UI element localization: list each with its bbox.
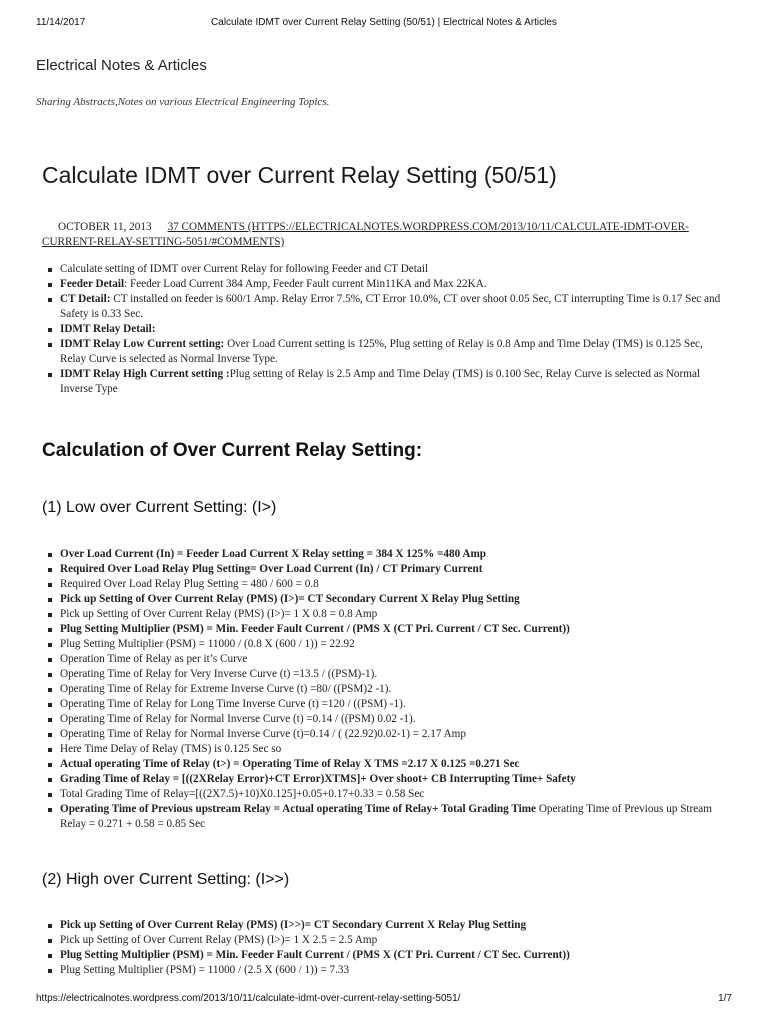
list-item bbox=[43, 802, 723, 832]
list-item bbox=[43, 337, 723, 367]
item-bold: Grading Time of Relay = [((2XRelay Error)+CT Error)XTMS]+ Over shoot+ CB Interrupting Time+ Safety bbox=[60, 773, 576, 785]
item-text: Operating Time of Relay for Very Inverse Curve (t) =13.5 / ((PSM)-1). bbox=[60, 668, 378, 680]
item-text: : Feeder Load Current 384 Amp, Feeder Fault current Min11KA and Max 22KA. bbox=[124, 278, 487, 290]
list-item bbox=[43, 933, 723, 948]
item-bold: Pick up Setting of Over Current Relay (PMS) (I>)= CT Secondary Current X Relay Plug Setting bbox=[60, 593, 520, 605]
post-title: Calculate IDMT over Current Relay Setting (50/51) bbox=[42, 162, 557, 188]
site-title[interactable]: Electrical Notes & Articles bbox=[36, 57, 207, 74]
section-heading: Calculation of Over Current Relay Setting: bbox=[42, 440, 423, 461]
item-text: Pick up Setting of Over Current Relay (PMS) (I>)= 1 X 2.5 = 2.5 Amp bbox=[60, 934, 378, 946]
list-item bbox=[43, 712, 723, 727]
list-item bbox=[43, 547, 723, 562]
item-bold: IDMT Relay High Current setting : bbox=[60, 368, 230, 380]
intro-list bbox=[43, 262, 723, 397]
item-bold: Over Load Current (In) = Feeder Load Current X Relay setting = 384 X 125% =480 Amp bbox=[60, 548, 486, 560]
list-item bbox=[43, 667, 723, 682]
item-bold: Operating Time of Previous upstream Relay = Actual operating Time of Relay+ Total Grading Time bbox=[60, 803, 537, 815]
item-text: Operating Time of Relay for Extreme Inverse Curve (t) =80/ ((PSM)2 -1). bbox=[60, 683, 392, 695]
list-item bbox=[43, 682, 723, 697]
list-item bbox=[43, 592, 723, 607]
item-text: Plug Setting Multiplier (PSM) = 11000 / (2.5 X (600 / 1)) = 7.33 bbox=[60, 964, 350, 976]
item-text: Over Load Current setting is 125%, Plug setting of Relay is 0.8 Amp and Time Delay (TMS) is 0.125 Sec, Relay Curve is selected as Normal Inverse Type. bbox=[60, 338, 703, 365]
list-item bbox=[43, 562, 723, 577]
print-url: https://electricalnotes.wordpress.com/2013/10/11/calculate-idmt-over-current-relay-setting-5051/ bbox=[36, 993, 461, 1004]
item-bold: Plug Setting Multiplier (PSM) = Min. Feeder Fault Current / (PMS X (CT Pri. Current / CT Sec. Current)) bbox=[60, 623, 570, 635]
item-text: Required Over Load Relay Plug Setting = 480 / 600 = 0.8 bbox=[60, 578, 319, 590]
item-bold: Actual operating Time of Relay (t>) = Operating Time of Relay X TMS =2.17 X 0.125 =0.271 Sec bbox=[60, 758, 520, 770]
item-text: Operating Time of Relay for Long Time Inverse Curve (t) =120 / ((PSM) -1). bbox=[60, 698, 406, 710]
list-item bbox=[43, 652, 723, 667]
print-date: 11/14/2017 bbox=[36, 17, 86, 28]
item-bold: CT Detail: bbox=[60, 293, 111, 305]
item-text: Total Grading Time of Relay=[((2X7.5)+10)X0.125]+0.05+0.17+0.33 = 0.58 Sec bbox=[60, 788, 425, 800]
item-text: CT installed on feeder is 600/1 Amp. Relay Error 7.5%, CT Error 10.0%, CT over shoot 0.05 Sec, CT interrupting Time is 0.17 Sec and Safety is 0.33 Sec. bbox=[60, 293, 721, 320]
item-bold: Required Over Load Relay Plug Setting= Over Load Current (In) / CT Primary Current bbox=[60, 563, 483, 575]
item-bold: Plug Setting Multiplier (PSM) = Min. Feeder Fault Current / (PMS X (CT Pri. Current / CT Sec. Current)) bbox=[60, 949, 570, 961]
list-item bbox=[43, 697, 723, 712]
print-page-title: Calculate IDMT over Current Relay Setting (50/51) | Electrical Notes & Articles bbox=[211, 17, 557, 28]
item-text: Plug setting of Relay is 2.5 Amp and Time Delay (TMS) is 0.100 Sec, Relay Curve is selected as Normal Inverse Type bbox=[60, 368, 701, 395]
high-setting-heading: (2) High over Current Setting: (I>>) bbox=[42, 871, 290, 888]
print-header bbox=[0, 17, 768, 31]
item-text: Plug Setting Multiplier (PSM) = 11000 / (0.8 X (600 / 1)) = 22.92 bbox=[60, 638, 355, 650]
item-text: Operating Time of Previous up Stream Relay = 0.271 + 0.58 = 0.85 Sec bbox=[60, 803, 712, 830]
item-text: Pick up Setting of Over Current Relay (PMS) (I>)= 1 X 0.8 = 0.8 Amp bbox=[60, 608, 378, 620]
low-setting-heading: (1) Low over Current Setting: (I>) bbox=[42, 499, 277, 516]
item-text: Calculate setting of IDMT over Current Relay for following Feeder and CT Detail bbox=[60, 263, 429, 275]
list-item bbox=[43, 727, 723, 742]
list-item bbox=[43, 637, 723, 652]
list-item bbox=[43, 918, 723, 933]
list-item bbox=[43, 607, 723, 622]
item-bold: Feeder Detail bbox=[60, 278, 125, 290]
site-tagline: Sharing Abstracts,Notes on various Electrical Engineering Topics. bbox=[36, 96, 330, 108]
list-item bbox=[43, 322, 723, 337]
list-item bbox=[43, 622, 723, 637]
list-item bbox=[43, 772, 723, 787]
page-number: 1/7 bbox=[718, 993, 732, 1004]
list-item bbox=[43, 948, 723, 963]
item-text: Operating Time of Relay for Normal Inverse Curve (t) =0.14 / ((PSM) 0.02 -1). bbox=[60, 713, 416, 725]
list-item bbox=[43, 292, 723, 322]
list-item bbox=[43, 742, 723, 757]
list-item bbox=[43, 787, 723, 802]
post-date: OCTOBER 11, 2013 bbox=[58, 221, 152, 233]
list-item bbox=[43, 367, 723, 397]
list-item bbox=[43, 262, 723, 277]
item-text: Here Time Delay of Relay (TMS) is 0.125 Sec so bbox=[60, 743, 282, 755]
item-bold: Pick up Setting of Over Current Relay (PMS) (I>>)= CT Secondary Current X Relay Plug Setting bbox=[60, 919, 527, 931]
post-meta bbox=[42, 220, 722, 250]
low-setting-list bbox=[43, 547, 723, 832]
item-text: Operation Time of Relay as per it’s Curve bbox=[60, 653, 248, 665]
item-bold: IDMT Relay Low Current setting: bbox=[60, 338, 225, 350]
list-item bbox=[43, 577, 723, 592]
list-item bbox=[43, 277, 723, 292]
comments-link[interactable]: 37 COMMENTS (HTTPS://ELECTRICALNOTES.WORDPRESS.COM/2013/10/11/CALCULATE-IDMT-OVER-CURRENT-RELAY-SETTING-5051/#COMMENTS) bbox=[42, 221, 689, 248]
high-setting-list bbox=[43, 918, 723, 978]
list-item bbox=[43, 963, 723, 978]
item-bold: IDMT Relay Detail: bbox=[60, 323, 156, 335]
list-item bbox=[43, 757, 723, 772]
item-text: Operating Time of Relay for Normal Inverse Curve (t)=0.14 / ( (22.92)0.02-1) = 2.17 Amp bbox=[60, 728, 466, 740]
